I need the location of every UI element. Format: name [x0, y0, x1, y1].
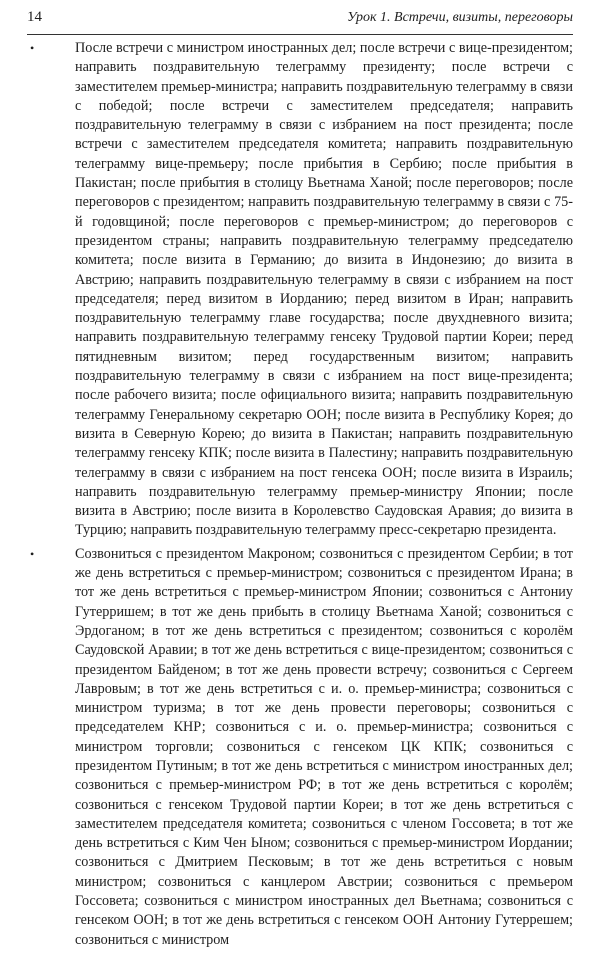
list-item-text: После встречи с министром иностранных дел; после встречи с вице-президентом; направить поздравительную телеграмму президенту; после встречи с заместителем премьер-министра; направить поздравительную телеграмму в связи с победой; после встречи с заместителем председателя; направить поздравительную телеграмму в связи с избранием на пост президента; после встречи с заместителем председателя комитета; направить поздравительную телеграмму вице-премьеру; после прибытия в Сербию; после прибытия в Пакистан; после прибытия в столицу Вьетнама Ханой; после переговоров; после переговоров с президентом; направить поздравительную телеграмму в связи с 75-й годовщиной; после переговоров с премьер-министром; до переговоров с президентом страны; направить поздравительную телеграмму председателю комитета; после визита в Германию; до визита в Индонезию; до визита в Австрию; направить поздравительную телеграмму в связи с избранием на пост председателя; перед визитом в Иорданию; перед визитом в Иран; направить поздравительную телеграмму главе государства; после двухдневного визита; направить поздравительную телеграмму генсеку Трудовой партии Кореи; перед пятидневным визитом; перед государственным визитом; направить поздравительную телеграмму в связи с избранием на пост вице-президента; после рабочего визита; после официального визита; направить поздравительную телеграмму Генеральному секретарю ООН; после визита в Республику Корея; до визита в Северную Корею; до визита в Пакистан; направить поздравительную телеграмму генсеку КПК; после визита в Палестину; направить поздравительную телеграмму в связи с избранием на пост генсека ООН; после визита в Израиль; направить поздравительную телеграмму премьер-министру Японии; после визита в Австрию; после визита в Королевство Саудовская Аравия; до визита в Турцию; направить поздравительную телеграмму пресс-секретарю президента. [75, 40, 573, 539]
bullet-list [0, 39, 600, 954]
bullet-marker: • [30, 41, 35, 55]
page-number: 14 [27, 9, 42, 25]
list-item [30, 545, 573, 950]
page-header [27, 9, 573, 33]
running-title: Урок 1. Встречи, визиты, переговоры [347, 10, 573, 25]
list-item [30, 39, 573, 541]
bullet-marker: • [30, 546, 35, 561]
header-rule [27, 34, 573, 35]
list-item-text: Созвониться с президентом Макроном; созвониться с президентом Сербии; в тот же день встретиться с премьер-министром; созвониться с президентом Ирана; в тот же день встретиться с премьер-министром Японии; созвониться с Антониу Гутерришем; в тот же день прибыть в столицу Вьетнама Ханой; созвониться с Эрдоганом; в тот же день встретиться с президентом; созвониться с королём Саудовской Аравии; в тот же день встретиться с вице-президентом; созвониться с президентом Байденом; в тот же день провести встречу; созвониться с Сергеем Лавровым; в тот же день встретиться с и. о. премьер-министра; созвониться с министром туризма; в тот же день провести переговоры; созвониться с председателем КНР; созвониться с и. о. премьер-министра; созвониться с министром торговли; созвониться с генсеком ЦК КПК; созвониться с президентом Путиным; в тот же день встретиться с министром иностранных дел; созвониться с премьер-министром РФ; в тот же день встретиться с королём; созвониться с генсеком Трудовой партии Кореи; в тот же день встретиться с заместителем председателя комитета; созвониться с членом Госсовета; в тот же день встретиться с Ким Чен Ыном; созвониться с премьер-министром Иордании; созвониться с Дмитрием Песковым; в тот же день встретиться с новым министром; созвониться с канцлером Австрии; созвониться с премьером Госсовета; созвониться с министром иностранных дел Вьетнама; созвониться с генсеком ООН; в тот же день встретиться с генсеком ООН Антониу Гутеррешем; созвониться с министром [75, 545, 573, 948]
